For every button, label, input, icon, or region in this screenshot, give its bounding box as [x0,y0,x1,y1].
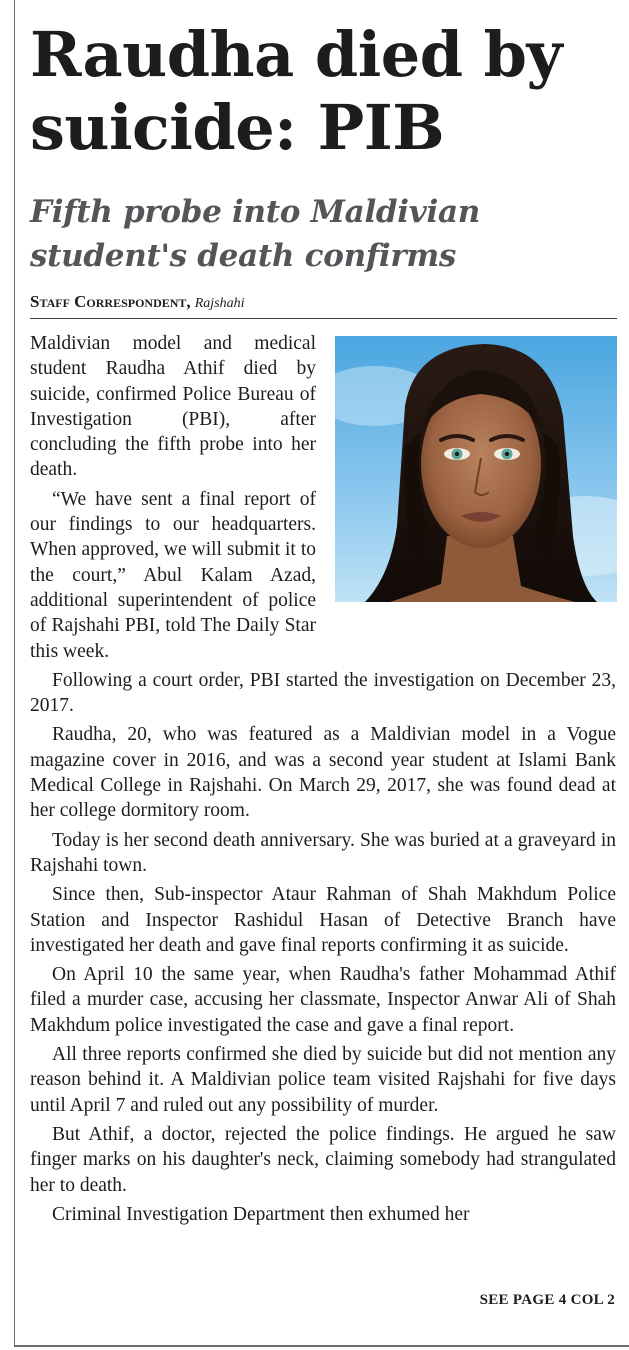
subheadline: Fifth probe into Maldivian student's death confirms [30,194,480,274]
paragraph: All three reports confirmed she died by suicide but did not mention any reason behind it. A Maldivian police team visited Rajshahi for five days until April 7 and ruled out any possibility of murder. [30,1044,616,1116]
byline-rule [30,318,617,319]
byline-name: Staff Correspondent, [30,292,191,311]
clipping-left-rule [14,0,15,1346]
paragraph: Maldivian model and medical student Raudha Athif died by suicide, confirmed Police Bureau of Investigation (PBI), after concluding the fifth probe into her death. [30,333,316,481]
byline-location: Rajshahi [194,296,245,311]
paragraph: Criminal Investigation Department then exhumed her [52,1203,470,1225]
clipping-bottom-rule [14,1345,629,1347]
headline: Raudha died by suicide: PIB [30,18,563,164]
paragraph: Today is her second death anniversary. She was buried at a graveyard in Rajshahi town. [30,829,616,876]
paragraph: On April 10 the same year, when Raudha's father Mohammad Athif filed a murder case, accusing her classmate, Inspector Anwar Ali of Shah Makhdum police investigated the case and gave a final report. [30,964,616,1036]
paragraph: But Athif, a doctor, rejected the police findings. He argued he saw finger marks on his daughter's neck, claiming somebody had strangulated her to death. [30,1123,616,1196]
paragraph: “We have sent a final report of our findings to our headquarters. When approved, we will submit it to the court,” Abul Kalam Azad, additional superintendent of police of Rajshahi PBI, told The Daily Star this week. [30,488,316,662]
byline [30,292,244,314]
portrait-photo [335,336,617,602]
paragraph: Raudha, 20, who was featured as a Maldivian model in a Vogue magazine cover in 2016, and was a second year student at Islami Bank Medical College in Rajshahi. On March 29, 2017, she was found dead at her college dormitory room. [30,724,616,822]
paragraph: Following a court order, PBI started the investigation on December 23, 2017. [30,669,616,717]
paragraph: Since then, Sub-inspector Ataur Rahman of Shah Makhdum Police Station and Inspector Rashidul Hasan of Detective Branch have investigated her death and gave final reports confirming it as suicide. [30,884,616,956]
continuation-note: SEE PAGE 4 COL 2 [479,1292,615,1308]
